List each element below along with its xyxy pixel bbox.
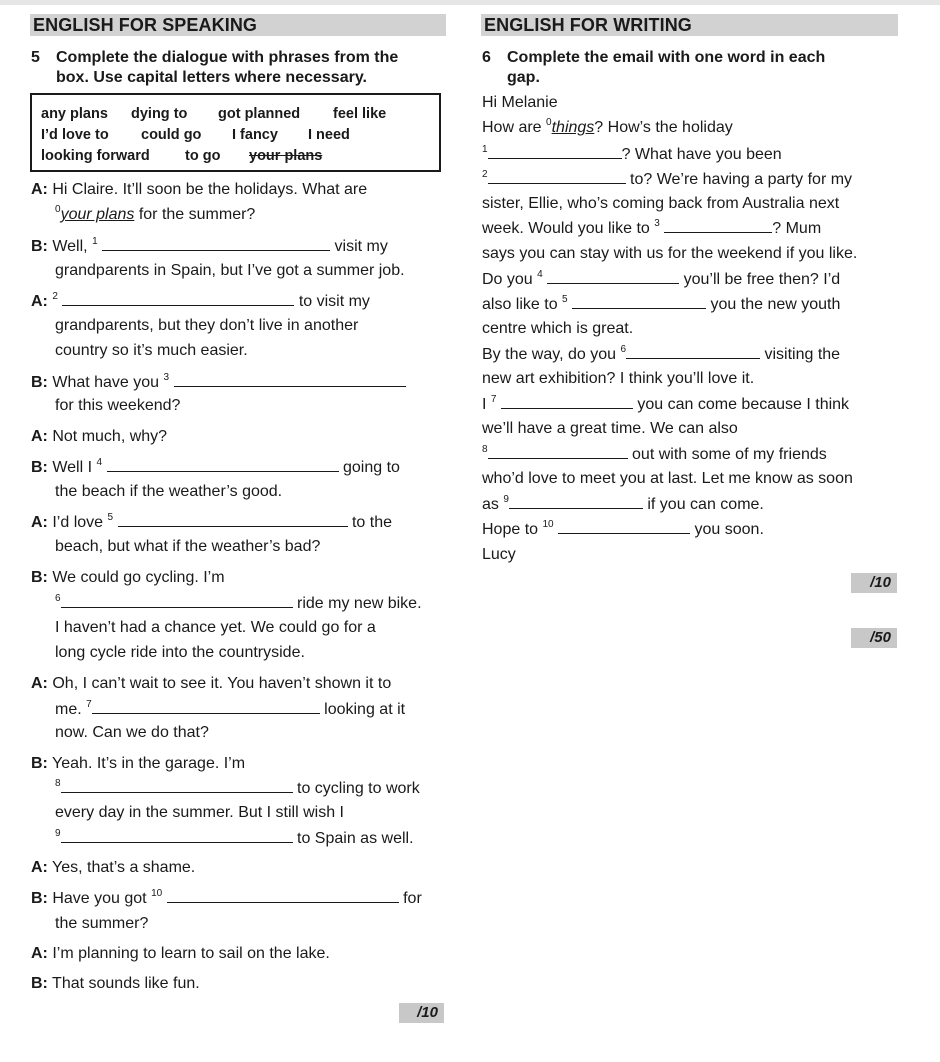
dialogue-line: A: I’d love $^5$ to the <box>31 512 392 531</box>
dialogue-line: me. $^7$ looking at it <box>55 699 406 718</box>
example-answer: your plans <box>60 206 135 223</box>
email-gap-3[interactable] <box>664 218 772 233</box>
phrase: I’d love to <box>41 127 109 143</box>
dialogue-line: every day in the summer. But I still wish I <box>55 804 344 821</box>
speaker-label: B: <box>31 755 48 772</box>
email-gap-5[interactable] <box>572 294 706 309</box>
phrase: dying to <box>131 106 188 122</box>
answer-gap-5[interactable] <box>118 512 348 527</box>
dialogue-line: A: Oh, I can’t wait to see it. You haven’t shown it to <box>31 675 392 692</box>
dialogue-line: A: Yes, that’s a shame. <box>31 859 196 876</box>
speaker-label: A: <box>31 428 48 445</box>
phrase: any plans <box>41 106 108 122</box>
dialogue-line: B: Well I $^4$ going to <box>31 457 400 476</box>
email-line: we’ll have a great time. We can also <box>482 420 738 437</box>
email-line: Lucy <box>482 546 516 563</box>
email-gap-8[interactable] <box>488 444 628 459</box>
phrase: to go <box>185 148 221 164</box>
email-line: I $^7$ you can come because I think <box>482 394 850 413</box>
email-line: centre which is great. <box>482 320 634 337</box>
phrase-box <box>30 93 441 172</box>
total-score-box: /50 <box>851 628 897 648</box>
email-line: Do you $^4$ you’ll be free then? I’d <box>482 269 841 288</box>
email-line: Hope to $^{10}$ you soon. <box>482 519 764 538</box>
speaker-label: B: <box>31 569 48 586</box>
dialogue-line: B: That sounds like fun. <box>31 975 200 992</box>
example-answer: things <box>551 119 595 136</box>
answer-gap-9[interactable] <box>61 828 293 843</box>
email-line: $^8$ out with some of my friends <box>482 444 827 463</box>
email-gap-2[interactable] <box>488 169 626 184</box>
speaker-label: B: <box>31 374 48 391</box>
answer-gap-3[interactable] <box>174 372 406 387</box>
speaker-label: B: <box>31 238 48 255</box>
speaker-label: A: <box>31 675 48 692</box>
email-line: as $^9$ if you can come. <box>482 494 764 513</box>
instruction-line: Complete the dialogue with phrases from the <box>56 49 399 66</box>
speaker-label: A: <box>31 859 48 876</box>
email-gap-7[interactable] <box>501 394 633 409</box>
dialogue-line: grandparents, but they don’t live in another <box>55 317 359 334</box>
phrase: I need <box>308 127 350 143</box>
speaker-label: B: <box>31 975 48 992</box>
speaking-instructions <box>31 48 446 90</box>
writing-score-box: /10 <box>851 573 897 593</box>
phrase: I fancy <box>232 127 278 143</box>
email-line: who’d love to meet you at last. Let me know as soon <box>482 470 853 487</box>
speaking-header: ENGLISH FOR SPEAKING <box>30 14 446 36</box>
dialogue-line: B: Well, $^1$ visit my <box>31 236 388 255</box>
dialogue-line: $^0$your plans for the summer? <box>55 204 256 223</box>
phrase-example-struck: your plans <box>249 148 323 164</box>
answer-gap-4[interactable] <box>107 457 339 472</box>
writing-header: ENGLISH FOR WRITING <box>481 14 898 36</box>
speaking-score-box: /10 <box>399 1003 444 1023</box>
instruction-line: gap. <box>507 69 540 86</box>
answer-gap-1[interactable] <box>102 236 330 251</box>
answer-gap-6[interactable] <box>61 593 293 608</box>
dialogue-line: country so it’s much easier. <box>55 342 248 359</box>
dialogue-line: A: $^2$ to visit my <box>31 291 370 310</box>
email-line: sister, Ellie, who’s coming back from Australia next <box>482 195 840 212</box>
answer-gap-7[interactable] <box>92 699 320 714</box>
speaking-section <box>30 14 446 36</box>
dialogue-line: B: What have you $^3$ <box>31 372 406 395</box>
dialogue-line: A: I’m planning to learn to sail on the lake. <box>31 945 330 962</box>
dialogue-line: $^6$ ride my new bike. <box>55 593 422 612</box>
email-gap-10[interactable] <box>558 519 690 534</box>
email-gap-9[interactable] <box>509 494 643 509</box>
speaker-label: A: <box>31 514 48 531</box>
dialogue-line: B: Have you got $^{10}$ for <box>31 888 422 907</box>
email-line: says you can stay with us for the weekend if you like. <box>482 245 858 262</box>
dialogue-line: B: We could go cycling. I’m <box>31 569 225 586</box>
email-line: week. Would you like to $^3$ ? Mum <box>482 218 822 237</box>
dialogue-line: A: Not much, why? <box>31 428 168 445</box>
dialogue-line: beach, but what if the weather’s bad? <box>55 538 321 555</box>
dialogue-line: long cycle ride into the countryside. <box>55 644 305 661</box>
dialogue-line: grandparents in Spain, but I’ve got a summer job. <box>55 262 405 279</box>
speaker-label: A: <box>31 293 48 310</box>
answer-gap-8[interactable] <box>61 778 293 793</box>
speaker-label: B: <box>31 890 48 907</box>
email-line: $^2$ to? We’re having a party for my <box>482 169 853 188</box>
writing-instructions <box>482 48 897 90</box>
phrase: feel like <box>333 106 387 122</box>
phrase: could go <box>141 127 202 143</box>
dialogue-line: B: Yeah. It’s in the garage. I’m <box>31 755 246 772</box>
dialogue-line: the summer? <box>55 915 149 932</box>
dialogue-line: A: Hi Claire. It’ll soon be the holidays. What are <box>31 181 368 198</box>
writing-section <box>481 14 898 36</box>
phrase: got planned <box>218 106 301 122</box>
email-gap-6[interactable] <box>626 344 760 359</box>
email-line: new art exhibition? I think you’ll love it. <box>482 370 755 387</box>
dialogue-line: for this weekend? <box>55 397 181 414</box>
instruction-line: Complete the email with one word in each <box>507 49 826 66</box>
dialogue-line: now. Can we do that? <box>55 724 209 741</box>
email-line: $^1$ ? What have you been <box>482 144 782 163</box>
speaker-label: A: <box>31 945 48 962</box>
task-number: 6 <box>482 49 491 66</box>
answer-gap-2[interactable] <box>62 291 294 306</box>
email-gap-4[interactable] <box>547 269 679 284</box>
instruction-line: box. Use capital letters where necessary. <box>56 69 367 86</box>
phrase: looking forward <box>41 148 150 164</box>
dialogue-line: the beach if the weather’s good. <box>55 483 283 500</box>
answer-gap-10[interactable] <box>167 888 399 903</box>
email-line: How are $^0$things? How’s the holiday <box>482 117 733 136</box>
top-edge <box>0 0 940 5</box>
task-number: 5 <box>31 49 40 66</box>
dialogue-line: I haven’t had a chance yet. We could go for a <box>55 619 376 636</box>
dialogue-line: $^9$ to Spain as well. <box>55 828 414 847</box>
email-line: also like to $^5$ you the new youth <box>482 294 841 313</box>
email-line: By the way, do you $^6$ visiting the <box>482 344 841 363</box>
email-gap-1[interactable] <box>488 144 622 159</box>
speaker-label: B: <box>31 459 48 476</box>
email-line: Hi Melanie <box>482 94 558 111</box>
speaker-label: A: <box>31 181 48 198</box>
dialogue-line: $^8$ to cycling to work <box>55 778 420 797</box>
